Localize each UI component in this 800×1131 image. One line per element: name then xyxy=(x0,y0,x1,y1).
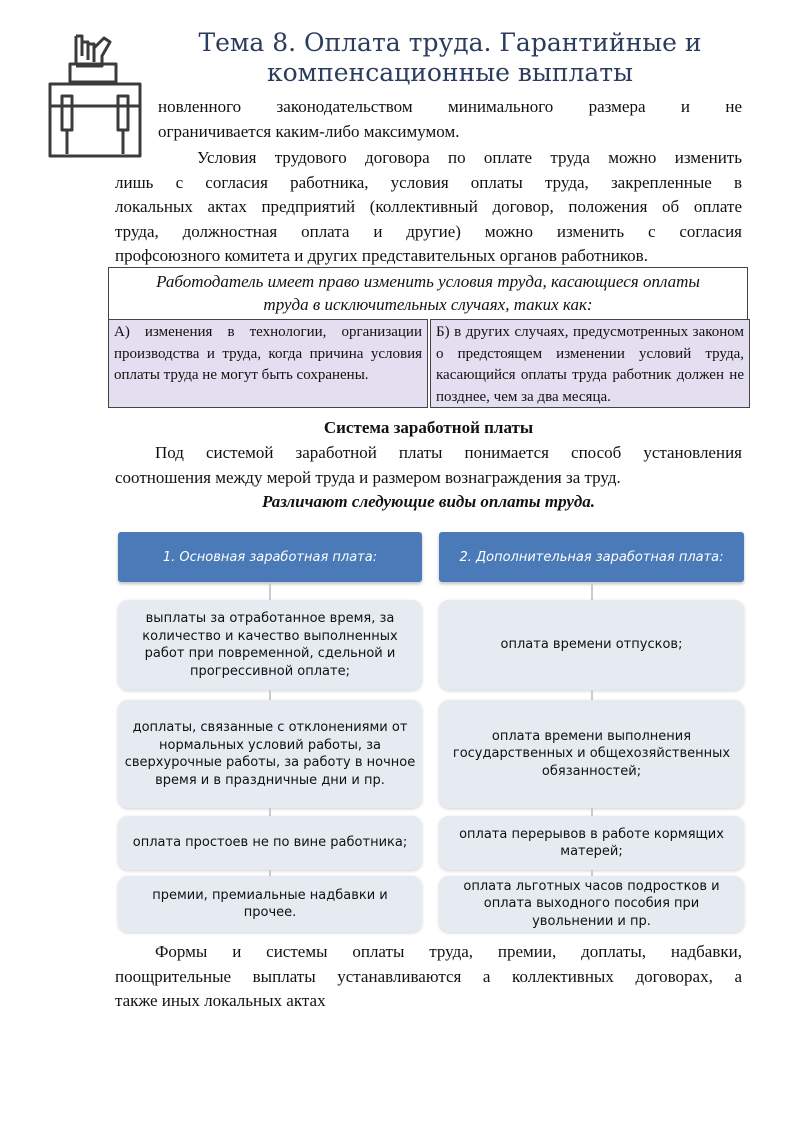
conditions-line-1: Условия трудового договора по оплате труда можно изменить xyxy=(197,148,742,167)
employer-rights-header-line-2: труда в исключительных случаях, таких как: xyxy=(263,295,593,314)
forms-paragraph xyxy=(115,940,742,1014)
conditions-line-4: труда, должностная оплата и другие) можно изменить с согласия xyxy=(115,221,742,241)
system-definition-paragraph xyxy=(115,441,742,490)
employer-rights-header xyxy=(108,267,748,319)
diagram-connector xyxy=(591,870,593,876)
diagram-left-item: выплаты за отработанное время, за количество и качество выполненных работ при повременной, сдельной и прогрессивной оплате; xyxy=(118,600,422,690)
forms-line-3: также иных локальных актах xyxy=(115,991,326,1010)
diagram-connector xyxy=(269,808,271,816)
diagram-connector xyxy=(591,808,593,816)
system-line-1: Под системой заработной платы понимается способ установления xyxy=(155,443,742,462)
diagram-left-header: 1. Основная заработная плата: xyxy=(118,532,422,582)
employer-rights-case-a: А) изменения в технологии, организации производства и труда, когда причина условия оплаты труда не могут быть сохранены. xyxy=(108,319,428,408)
page-title-line-1: Тема 8. Оплата труда. Гарантийные и xyxy=(198,28,702,57)
employer-rights-table xyxy=(108,267,750,409)
briefcase-hand-icon xyxy=(40,28,150,158)
diagram-right-item: оплата времени отпусков; xyxy=(439,600,744,690)
diagram-right-item: оплата льготных часов подростков и оплата выходного пособия при увольнении и пр. xyxy=(439,876,744,932)
page-title-line-2: компенсационные выплаты xyxy=(266,58,634,87)
employer-rights-header-line-1: Работодатель имеет право изменить условия труда, касающиеся оплаты xyxy=(156,272,700,291)
diagram-connector xyxy=(591,582,593,600)
conditions-line-5: профсоюзного комитета и других представительных органов работников. xyxy=(115,246,648,265)
conditions-line-3: локальных актах предприятий (коллективный договор, положения об оплате xyxy=(115,197,742,216)
diagram-right-item: оплата времени выполнения государственных и общехозяйственных обязанностей; xyxy=(439,700,744,808)
page-title xyxy=(150,28,750,88)
continuation-line-1: новленного законодательством минимального размера и не xyxy=(158,97,742,116)
diagram-left-item: премии, премиальные надбавки и прочее. xyxy=(118,876,422,932)
diagram-connector xyxy=(591,690,593,700)
forms-line-2: поощрительные выплаты устанавливаются а коллективных договорах, а xyxy=(115,966,742,986)
continuation-line-2: ограничивается каким-либо максимумом. xyxy=(158,121,460,141)
continuation-paragraph xyxy=(158,95,742,144)
forms-line-1: Формы и системы оплаты труда, премии, доплаты, надбавки, xyxy=(155,942,742,961)
diagram-left-item: доплаты, связанные с отклонениями от нормальных условий работы, за сверхурочные работы, за работу в ночное время и в праздничные дни и пр. xyxy=(118,700,422,808)
diagram-connector xyxy=(269,690,271,700)
diagram-right-header: 2. Дополнительная заработная плата: xyxy=(439,532,744,582)
section-heading: Система заработной платы xyxy=(323,418,534,437)
system-line-2: соотношения между мерой труда и размером вознаграждения за труд. xyxy=(115,467,621,487)
conditions-line-2: лишь с согласия работника, условия оплаты труда, закрепленные в xyxy=(115,172,742,192)
kinds-heading: Различают следующие виды оплаты труда. xyxy=(261,492,596,511)
employer-rights-case-b: Б) в других случаях, предусмотренных законом о предстоящем изменении условий труда, касающийся оплаты труда работник должен не позднее, чем за два месяца. xyxy=(430,319,750,408)
diagram-connector xyxy=(269,582,271,600)
conditions-paragraph xyxy=(115,146,742,269)
diagram-left-item: оплата простоев не по вине работника; xyxy=(118,816,422,870)
diagram-right-item: оплата перерывов в работе кормящих матерей; xyxy=(439,816,744,870)
diagram-connector xyxy=(269,870,271,876)
